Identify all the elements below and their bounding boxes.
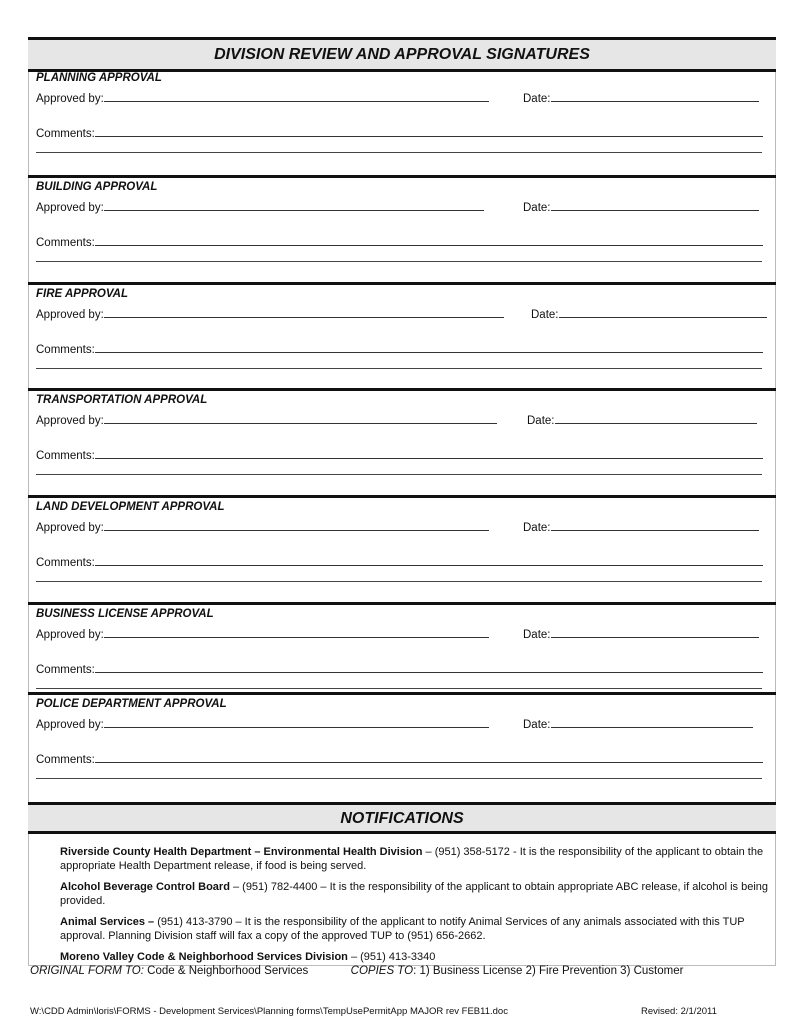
notification-item	[60, 950, 770, 964]
notification-item	[60, 845, 770, 873]
date-label: Date:	[523, 202, 551, 214]
section-title: BUILDING APPROVAL	[36, 181, 158, 193]
comments-label: Comments:	[36, 344, 95, 356]
approved-by-row	[36, 412, 497, 427]
section-title: BUSINESS LICENSE APPROVAL	[36, 608, 214, 620]
comments-field-line-2[interactable]	[36, 778, 762, 779]
comments-label: Comments:	[36, 754, 95, 766]
approved-by-label: Approved by:	[36, 202, 104, 214]
section-police-department-approval	[28, 692, 776, 802]
date-label: Date:	[523, 629, 551, 641]
comments-field[interactable]	[95, 341, 763, 353]
date-field[interactable]	[551, 90, 759, 102]
comments-field-line-2[interactable]	[36, 581, 762, 582]
notification-text: – (951) 358-5172 - It is the responsibility of the applicant to obtain the appropriate Health Department release, if food is being served.	[60, 846, 764, 872]
approved-by-row	[36, 626, 489, 641]
revised-date: Revised: 2/1/2011	[641, 1006, 717, 1017]
comments-field-line-2[interactable]	[36, 368, 762, 369]
date-row	[523, 199, 759, 214]
comments-field[interactable]	[95, 447, 763, 459]
comments-row	[36, 661, 763, 676]
approved-by-field[interactable]	[104, 626, 489, 638]
comments-field-line-2[interactable]	[36, 261, 762, 262]
section-title: LAND DEVELOPMENT APPROVAL	[36, 501, 225, 513]
comments-field-line-2[interactable]	[36, 152, 762, 153]
page-title: DIVISION REVIEW AND APPROVAL SIGNATURES	[214, 46, 590, 63]
comments-row	[36, 125, 763, 140]
section-planning-approval	[28, 72, 776, 178]
approved-by-row	[36, 716, 489, 731]
approved-by-label: Approved by:	[36, 415, 104, 427]
date-row	[531, 306, 767, 321]
date-row	[523, 716, 753, 731]
notifications-list	[60, 845, 770, 971]
comments-field[interactable]	[95, 234, 763, 246]
copies-label: COPIES TO	[350, 965, 414, 977]
comments-field[interactable]	[95, 554, 763, 566]
notification-name: Animal Services –	[60, 916, 155, 928]
section-title: TRANSPORTATION APPROVAL	[36, 394, 208, 406]
notification-name: Riverside County Health Department – Environmental Health Division	[60, 846, 423, 858]
section-fire-approval	[28, 282, 776, 391]
notification-name: Alcohol Beverage Control Board	[60, 881, 230, 893]
date-field[interactable]	[555, 412, 757, 424]
comments-row	[36, 554, 763, 569]
approved-by-field[interactable]	[104, 90, 489, 102]
copies-value: : 1) Business License 2) Fire Prevention 3) Customer	[413, 965, 684, 977]
distribution-line	[30, 965, 683, 977]
section-header-division-review	[28, 37, 776, 72]
comments-field-line-2[interactable]	[36, 688, 762, 689]
date-field[interactable]	[551, 519, 759, 531]
notification-item	[60, 880, 770, 908]
approved-by-label: Approved by:	[36, 629, 104, 641]
comments-label: Comments:	[36, 557, 95, 569]
approved-by-label: Approved by:	[36, 309, 104, 321]
approved-by-field[interactable]	[104, 412, 497, 424]
approved-by-field[interactable]	[104, 199, 484, 211]
notifications-title: NOTIFICATIONS	[340, 810, 464, 827]
comments-label: Comments:	[36, 237, 95, 249]
section-business-license-approval	[28, 602, 776, 695]
date-field[interactable]	[551, 716, 753, 728]
section-building-approval	[28, 175, 776, 285]
date-row	[523, 626, 759, 641]
comments-row	[36, 234, 763, 249]
file-path: W:\CDD Admin\loris\FORMS - Development Services\Planning forms\TempUsePermitApp MAJOR rev FEB11.doc	[30, 1006, 508, 1017]
approved-by-field[interactable]	[104, 716, 489, 728]
date-row	[523, 519, 759, 534]
section-title: PLANNING APPROVAL	[36, 72, 162, 84]
notification-text: – (951) 782-4400 – It is the responsibility of the applicant to obtain appropriate ABC release, if alcohol is being provided.	[60, 881, 769, 907]
comments-field[interactable]	[95, 751, 763, 763]
date-label: Date:	[531, 309, 559, 321]
date-field[interactable]	[551, 199, 759, 211]
comments-field[interactable]	[95, 661, 763, 673]
approved-by-row	[36, 90, 489, 105]
comments-field-line-2[interactable]	[36, 474, 762, 475]
notification-text: (951) 413-3790 – It is the responsibility of the applicant to notify Animal Services of any animals associated with this TUP approval. Planning Division staff will fax a copy of the approved TUP to (951) 656-2662.	[60, 916, 745, 942]
approved-by-label: Approved by:	[36, 522, 104, 534]
notification-name: Moreno Valley Code & Neighborhood Services Division	[60, 951, 348, 963]
section-transportation-approval	[28, 388, 776, 498]
date-field[interactable]	[551, 626, 759, 638]
approved-by-label: Approved by:	[36, 719, 104, 731]
date-label: Date:	[523, 522, 551, 534]
comments-row	[36, 341, 763, 356]
section-title: POLICE DEPARTMENT APPROVAL	[36, 698, 227, 710]
approved-by-label: Approved by:	[36, 93, 104, 105]
date-label: Date:	[523, 719, 551, 731]
comments-row	[36, 751, 763, 766]
date-row	[523, 90, 759, 105]
approved-by-row	[36, 199, 484, 214]
notification-item	[60, 915, 770, 943]
approved-by-row	[36, 306, 504, 321]
date-row	[527, 412, 757, 427]
approved-by-field[interactable]	[104, 519, 489, 531]
comments-row	[36, 447, 763, 462]
original-form-label: ORIGINAL FORM TO:	[30, 965, 144, 977]
comments-label: Comments:	[36, 450, 95, 462]
date-label: Date:	[523, 93, 551, 105]
section-land-development-approval	[28, 495, 776, 605]
approved-by-row	[36, 519, 489, 534]
comments-label: Comments:	[36, 664, 95, 676]
date-field[interactable]	[559, 306, 767, 318]
comments-label: Comments:	[36, 128, 95, 140]
notification-text: – (951) 413-3340	[347, 951, 436, 963]
section-header-notifications	[28, 802, 776, 834]
original-form-value: Code & Neighborhood Services	[143, 965, 309, 977]
section-title: FIRE APPROVAL	[36, 288, 129, 300]
approved-by-field[interactable]	[104, 306, 504, 318]
comments-field[interactable]	[95, 125, 763, 137]
date-label: Date:	[527, 415, 555, 427]
